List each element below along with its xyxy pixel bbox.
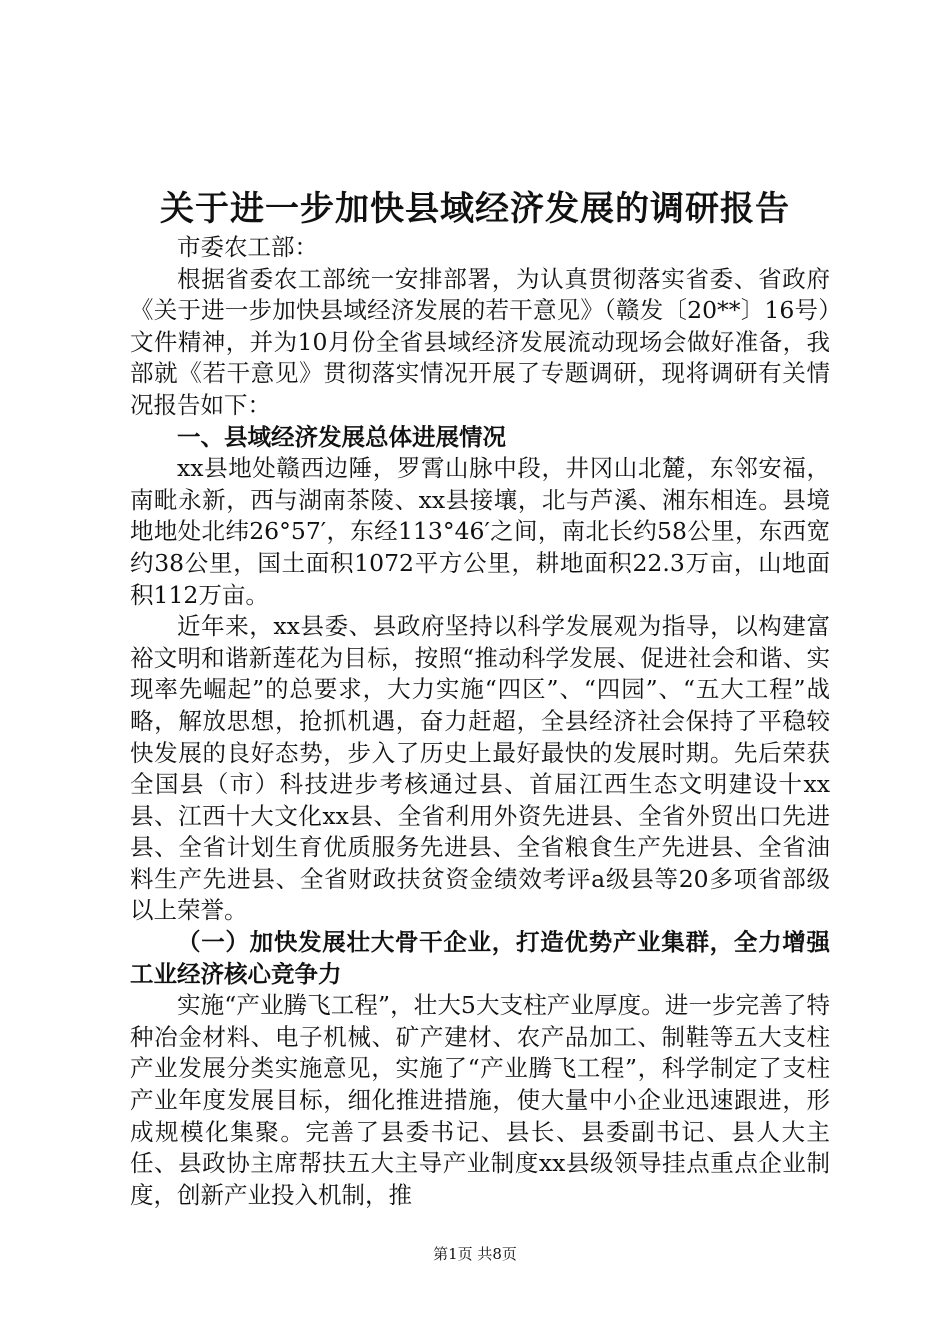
subsection-heading-1: （一）加快发展壮大骨干企业，打造优势产业集群，全力增强工业经济核心竞争力 [130, 928, 830, 988]
body-paragraph: 实施“产业腾飞工程”，壮大5大支柱产业厚度。进一步完善了特种冶金材料、电子机械、矿产建材、农产品加工、制鞋等五大支柱产业发展分类实施意见，实施了“产业腾飞工程”，科学制定了支柱产业年度发展目标，细化推进措施，使大量中小企业迅速跟进，形成规模化集聚。完善了县委书记、县长、县委副书记、县人大主任、县政协主席帮扶五大主导产业制度xx县级领导挂点重点企业制度，创新产业投入机制，推 [130, 991, 830, 1209]
intro-paragraph: 根据省委农工部统一安排部署，为认真贯彻落实省委、省政府《关于进一步加快县域经济发展的若干意见》（赣发〔20**〕16号）文件精神，并为10月份全省县域经济发展流动现场会做好准备，我部就《若干意见》贯彻落实情况开展了专题调研，现将调研有关情况报告如下： [130, 264, 830, 419]
section-heading-1: 一、县域经济发展总体进展情况 [177, 422, 506, 451]
document-body [130, 232, 830, 1211]
body-paragraph: xx县地处赣西边陲，罗霄山脉中段，井冈山北麓，东邻安福，南毗永新，西与湖南茶陵、xx县接壤，北与芦溪、湘东相连。县境地地处北纬26°57′，东经113°46′之间，南北长约58公里，东西宽约38公里，国土面积1072平方公里，耕地面积22.3万亩，山地面积112万亩。 [130, 454, 830, 609]
page-number-footer: 第1页 共8页 [433, 1245, 517, 1263]
salutation: 市委农工部： [177, 233, 318, 261]
document-title: 关于进一步加快县域经济发展的调研报告 [160, 189, 790, 229]
body-paragraph: 近年来，xx县委、县政府坚持以科学发展观为指导，以构建富裕文明和谐新莲花为目标，按照“推动科学发展、促进社会和谐、实现率先崛起”的总要求，大力实施“四区”、“四园”、“五大工程”战略，解放思想，抢抓机遇，奋力赶超，全县经济社会保持了平稳较快发展的良好态势，步入了历史上最好最快的发展时期。先后荣获全国县（市）科技进步考核通过县、首届江西生态文明建设十xx县、江西十大文化xx县、全省利用外资先进县、全省外贸出口先进县、全省计划生育优质服务先进县、全省粮食生产先进县、全省油料生产先进县、全省财政扶贫资金绩效考评a级县等20多项省部级以上荣誉。 [130, 612, 830, 925]
